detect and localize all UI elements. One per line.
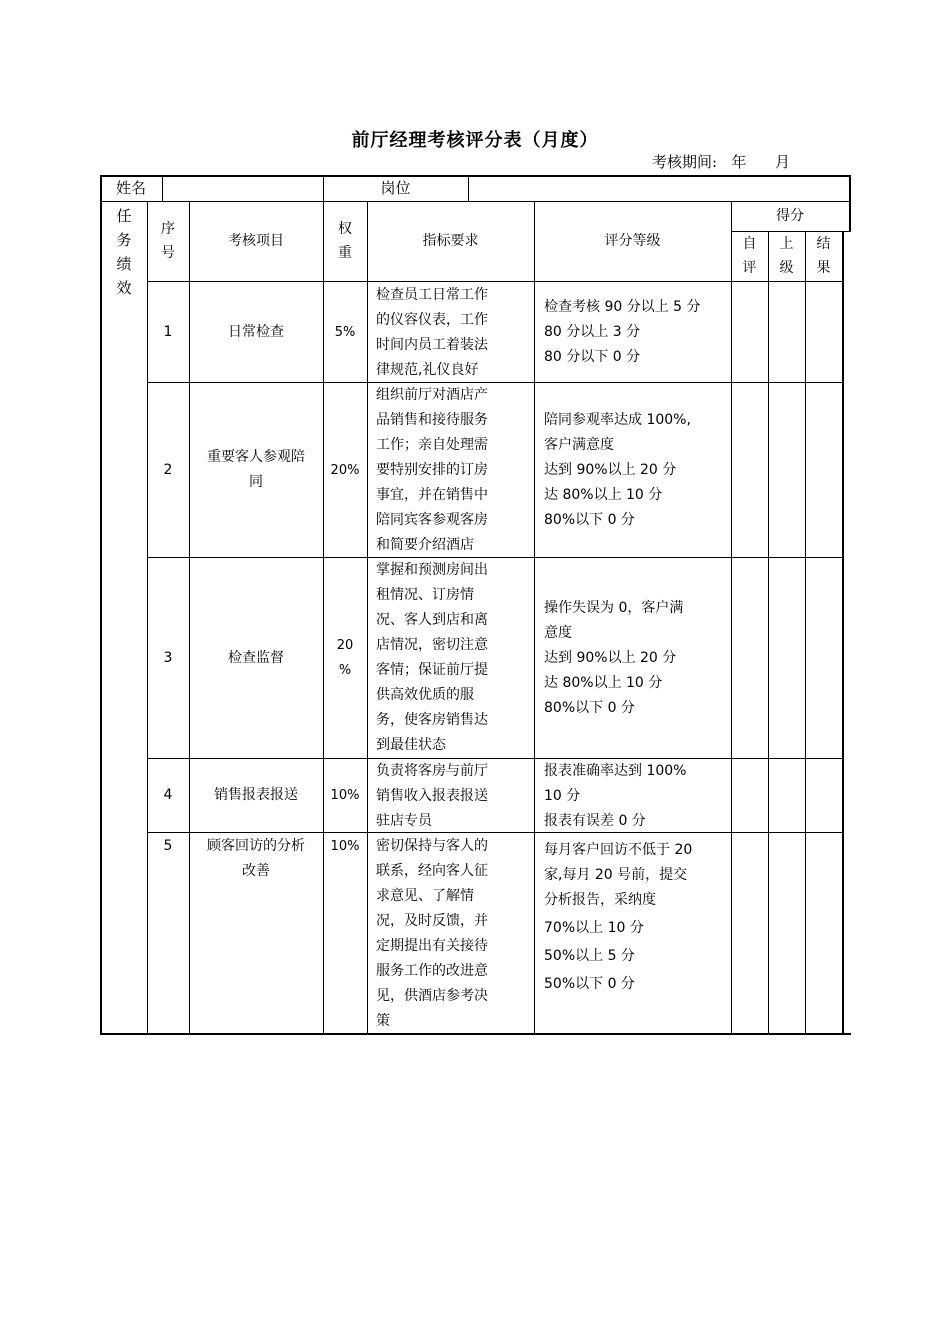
row-item: 日常检查 — [228, 323, 284, 340]
score-result-input[interactable] — [806, 282, 842, 382]
score-self-input[interactable] — [732, 759, 768, 832]
row-grading: 陪同参观率达成 100%, 客户满意度 达到 90%以上 20 分 达 80%以上 10 分 80%以下 0 分 — [544, 412, 691, 528]
row-grading: 报表准确率达到 100% 10 分 报表有误差 0 分 — [544, 763, 687, 829]
row-item: 顾客回访的分析 改善 — [207, 838, 305, 879]
row-indicator: 检查员工日常工作 的仪容仪表，工作 时间内员工着装法 律规范,礼仪良好 — [376, 287, 488, 378]
row-indicator: 组织前厅对酒店产 品销售和接待服务 工作；亲自处理需 要特别安排的订房 事宜，并在销售中 陪同宾客参观客房 和简要介绍酒店 — [376, 387, 488, 553]
score-result-input[interactable] — [806, 383, 842, 557]
row-item: 检查监督 — [228, 649, 284, 666]
position-field[interactable] — [469, 176, 849, 201]
score-superior-input[interactable] — [769, 383, 805, 557]
row-weight: 5% — [334, 324, 356, 340]
score-result-input[interactable] — [806, 759, 842, 832]
score-superior-input[interactable] — [769, 558, 805, 758]
row-weight: 20% — [330, 462, 360, 478]
row-indicator: 掌握和预测房间出 租情况、订房情 况、客人到店和离 店情况，密切注意 客情；保证前厅提 供高效优质的服 务，使客房销售达 到最佳状态 — [376, 562, 488, 753]
col-header-superior: 上 级 — [779, 236, 794, 276]
col-header-result: 结 果 — [816, 236, 831, 276]
assessment-period: 考核期间: 年 月 — [652, 153, 790, 171]
row-seq: 4 — [163, 787, 173, 803]
row-seq: 1 — [163, 323, 173, 340]
score-superior-input[interactable] — [769, 759, 805, 832]
name-field[interactable] — [163, 176, 323, 201]
score-self-input[interactable] — [732, 282, 768, 382]
score-superior-input[interactable] — [769, 282, 805, 382]
col-header-seq: 序 号 — [161, 221, 175, 261]
row-seq: 2 — [163, 461, 173, 478]
row-indicator: 负责将客房与前厅 销售收入报表报送 驻店专员 — [376, 763, 488, 829]
row-indicator: 密切保持与客人的 联系，经向客人征 求意见、了解情 况，及时反馈，并 定期提出有关接待 服务工作的改进意 见，供酒店参考决 策 — [376, 838, 488, 1029]
col-header-weight: 权 重 — [338, 221, 352, 261]
row-grading: 检查考核 90 分以上 5 分 80 分以上 3 分 80 分以下 0 分 — [544, 299, 701, 365]
row-grading: 每月客户回访不低于 20 家,每月 20 号前，提交 分析报告，采纳度 70%以上 10 分 50%以上 5 分 50%以下 0 分 — [544, 842, 693, 992]
score-result-input[interactable] — [806, 833, 842, 1033]
score-result-input[interactable] — [806, 558, 842, 758]
row-item: 重要客人参观陪 同 — [207, 449, 305, 490]
col-header-item: 考核项目 — [228, 232, 284, 249]
row-weight: 10% — [330, 788, 360, 803]
position-label: 岗位 — [380, 179, 411, 197]
col-header-grading: 评分等级 — [604, 232, 661, 249]
page-title: 前厅经理考核评分表（月度） — [351, 130, 599, 151]
row-seq: 5 — [163, 838, 173, 854]
col-header-indicator: 指标要求 — [422, 232, 479, 249]
score-self-input[interactable] — [732, 833, 768, 1033]
score-self-input[interactable] — [732, 558, 768, 758]
col-header-score: 得分 — [776, 207, 804, 224]
score-self-input[interactable] — [732, 383, 768, 557]
row-weight: 10% — [330, 839, 360, 854]
row-seq: 3 — [163, 649, 173, 666]
col-header-self: 自 评 — [742, 236, 757, 276]
row-item: 销售报表报送 — [214, 787, 298, 803]
score-superior-input[interactable] — [769, 833, 805, 1033]
section-label-performance: 任 务 绩 效 — [116, 207, 132, 297]
row-grading: 操作失误为 0，客户满 意度 达到 90%以上 20 分 达 80%以上 10 分 80%以下 0 分 — [544, 600, 684, 716]
row-weight: 20 % — [336, 638, 354, 678]
name-label: 姓名 — [115, 179, 146, 197]
